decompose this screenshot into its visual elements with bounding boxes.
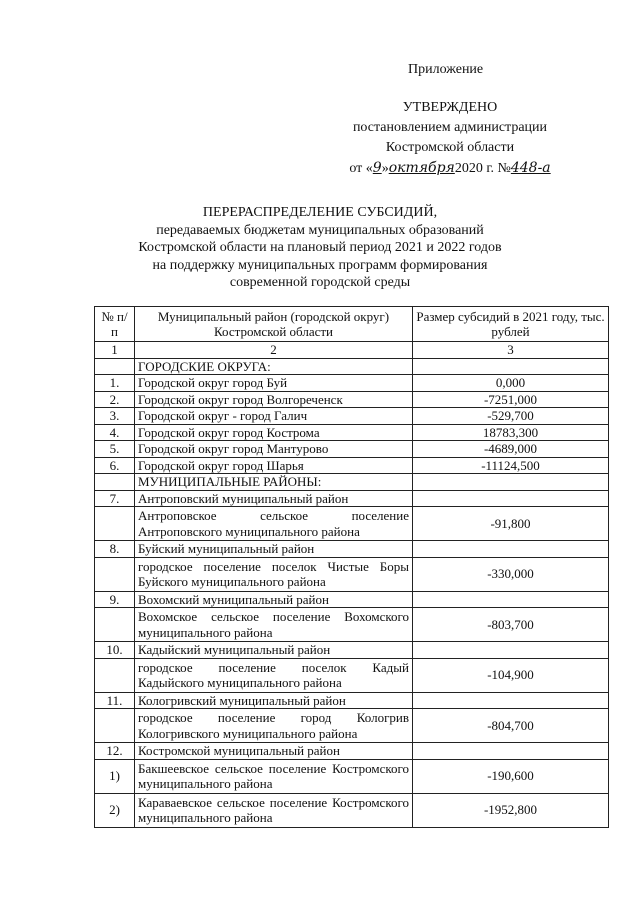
- row-name: Городской округ - город Галич: [135, 408, 413, 425]
- row-name: Городской округ город Буй: [135, 375, 413, 392]
- table-row: [95, 408, 609, 425]
- district-row: [95, 743, 609, 760]
- approval-block: [300, 98, 600, 179]
- row-value: -804,700: [413, 709, 609, 743]
- date-day: 9: [372, 160, 382, 176]
- row-num: [95, 507, 135, 541]
- settlement-row: [95, 557, 609, 591]
- settlement-name: Вохомское сельское поселение Вохомского муниципального района: [135, 608, 413, 642]
- row-num: 8.: [95, 541, 135, 558]
- row-value: -803,700: [413, 608, 609, 642]
- subsidy-table: [94, 306, 609, 828]
- district-name: Кадыйский муниципальный район: [135, 642, 413, 659]
- settlement-row: [95, 608, 609, 642]
- section-row-districts: [95, 474, 609, 491]
- table-row: [95, 391, 609, 408]
- settlement-name: Караваевское сельское поселение Костромского муниципального района: [135, 793, 413, 827]
- section-row-urban: [95, 358, 609, 375]
- settlement-name: городское поселение город Кологрив Кологривского муниципального района: [135, 709, 413, 743]
- settlement-row: [95, 759, 609, 793]
- row-name: Городской округ город Волгореченск: [135, 391, 413, 408]
- region-label: Костромской области: [385, 140, 515, 155]
- title-line-4: на поддержку муниципальных программ формирования: [152, 257, 488, 273]
- table-row: [95, 424, 609, 441]
- district-row: [95, 490, 609, 507]
- section-urban-label: ГОРОДСКИЕ ОКРУГА:: [135, 358, 413, 375]
- title-line-2: передаваемых бюджетам муниципальных образований: [156, 222, 484, 238]
- row-value: -190,600: [413, 759, 609, 793]
- header-name: Муниципальный район (городской округ) Костромской области: [135, 307, 413, 342]
- header-num: № п/п: [95, 307, 135, 342]
- resolution-label: постановлением администрации: [352, 120, 548, 135]
- index-cell: 3: [413, 342, 609, 359]
- date-month: октября: [388, 160, 455, 176]
- settlement-row: [95, 793, 609, 827]
- table-row: [95, 457, 609, 474]
- row-value: -529,700: [413, 408, 609, 425]
- row-name: Городской округ город Шарья: [135, 457, 413, 474]
- appendix-label: Приложение: [408, 62, 484, 77]
- district-name: Кологривский муниципальный район: [135, 692, 413, 709]
- row-num: 9.: [95, 591, 135, 608]
- section-districts-label: МУНИЦИПАЛЬНЫЕ РАЙОНЫ:: [135, 474, 413, 491]
- settlement-name: городское поселение поселок Чистые Боры Буйского муниципального района: [135, 557, 413, 591]
- header-amount: Размер субсидий в 2021 году, тыс. рублей: [413, 307, 609, 342]
- row-value: 0,000: [413, 375, 609, 392]
- settlement-name: городское поселение поселок Кадый Кадыйского муниципального района: [135, 658, 413, 692]
- row-value: -330,000: [413, 557, 609, 591]
- settlement-row: [95, 507, 609, 541]
- row-value: -4689,000: [413, 441, 609, 458]
- settlement-name: Антроповское сельское поселение Антроповского муниципального района: [135, 507, 413, 541]
- row-num: [95, 709, 135, 743]
- row-value: -11124,500: [413, 457, 609, 474]
- row-value: -7251,000: [413, 391, 609, 408]
- index-cell: 2: [135, 342, 413, 359]
- district-row: [95, 541, 609, 558]
- title-line-3: Костромской области на плановый период 2021 и 2022 годов: [138, 240, 502, 255]
- row-name: Городской округ город Мантурово: [135, 441, 413, 458]
- row-value: -104,900: [413, 658, 609, 692]
- district-row: [95, 642, 609, 659]
- row-num: 12.: [95, 743, 135, 760]
- title-line-1: ПЕРЕРАСПРЕДЕЛЕНИЕ СУБСИДИЙ,: [202, 205, 438, 220]
- row-name: Городской округ город Кострома: [135, 424, 413, 441]
- row-num: [95, 608, 135, 642]
- table-row: [95, 441, 609, 458]
- row-num: 7.: [95, 490, 135, 507]
- district-row: [95, 692, 609, 709]
- row-num: 10.: [95, 642, 135, 659]
- row-num: [95, 658, 135, 692]
- row-num: 2.: [95, 391, 135, 408]
- row-value: -1952,800: [413, 793, 609, 827]
- settlement-name: Бакшеевское сельское поселение Костромского муниципального района: [135, 759, 413, 793]
- district-name: Буйский муниципальный район: [135, 541, 413, 558]
- table-row: [95, 375, 609, 392]
- date-prefix: от «: [349, 161, 373, 176]
- row-value: 18783,300: [413, 424, 609, 441]
- settlement-row: [95, 709, 609, 743]
- row-num: [95, 557, 135, 591]
- date-line: [300, 158, 600, 179]
- row-value: -91,800: [413, 507, 609, 541]
- date-year: 2020 г. №: [454, 161, 511, 176]
- district-name: Вохомский муниципальный район: [135, 591, 413, 608]
- row-num: 1.: [95, 375, 135, 392]
- row-num: 5.: [95, 441, 135, 458]
- row-num: 1): [95, 759, 135, 793]
- row-num: 2): [95, 793, 135, 827]
- row-num: 6.: [95, 457, 135, 474]
- table-index-row: [95, 342, 609, 359]
- table-header-row: [95, 307, 609, 342]
- title-line-5: современной городской среды: [229, 275, 411, 290]
- row-num: 11.: [95, 692, 135, 709]
- approved-label: УТВЕРЖДЕНО: [402, 100, 498, 115]
- index-cell: 1: [95, 342, 135, 359]
- settlement-row: [95, 658, 609, 692]
- row-num: 4.: [95, 424, 135, 441]
- row-num: 3.: [95, 408, 135, 425]
- district-row: [95, 591, 609, 608]
- district-name: Антроповский муниципальный район: [135, 490, 413, 507]
- document-title: [100, 204, 540, 292]
- district-name: Костромской муниципальный район: [135, 743, 413, 760]
- date-number: 448-а: [510, 160, 551, 176]
- date-mid: »: [381, 161, 389, 176]
